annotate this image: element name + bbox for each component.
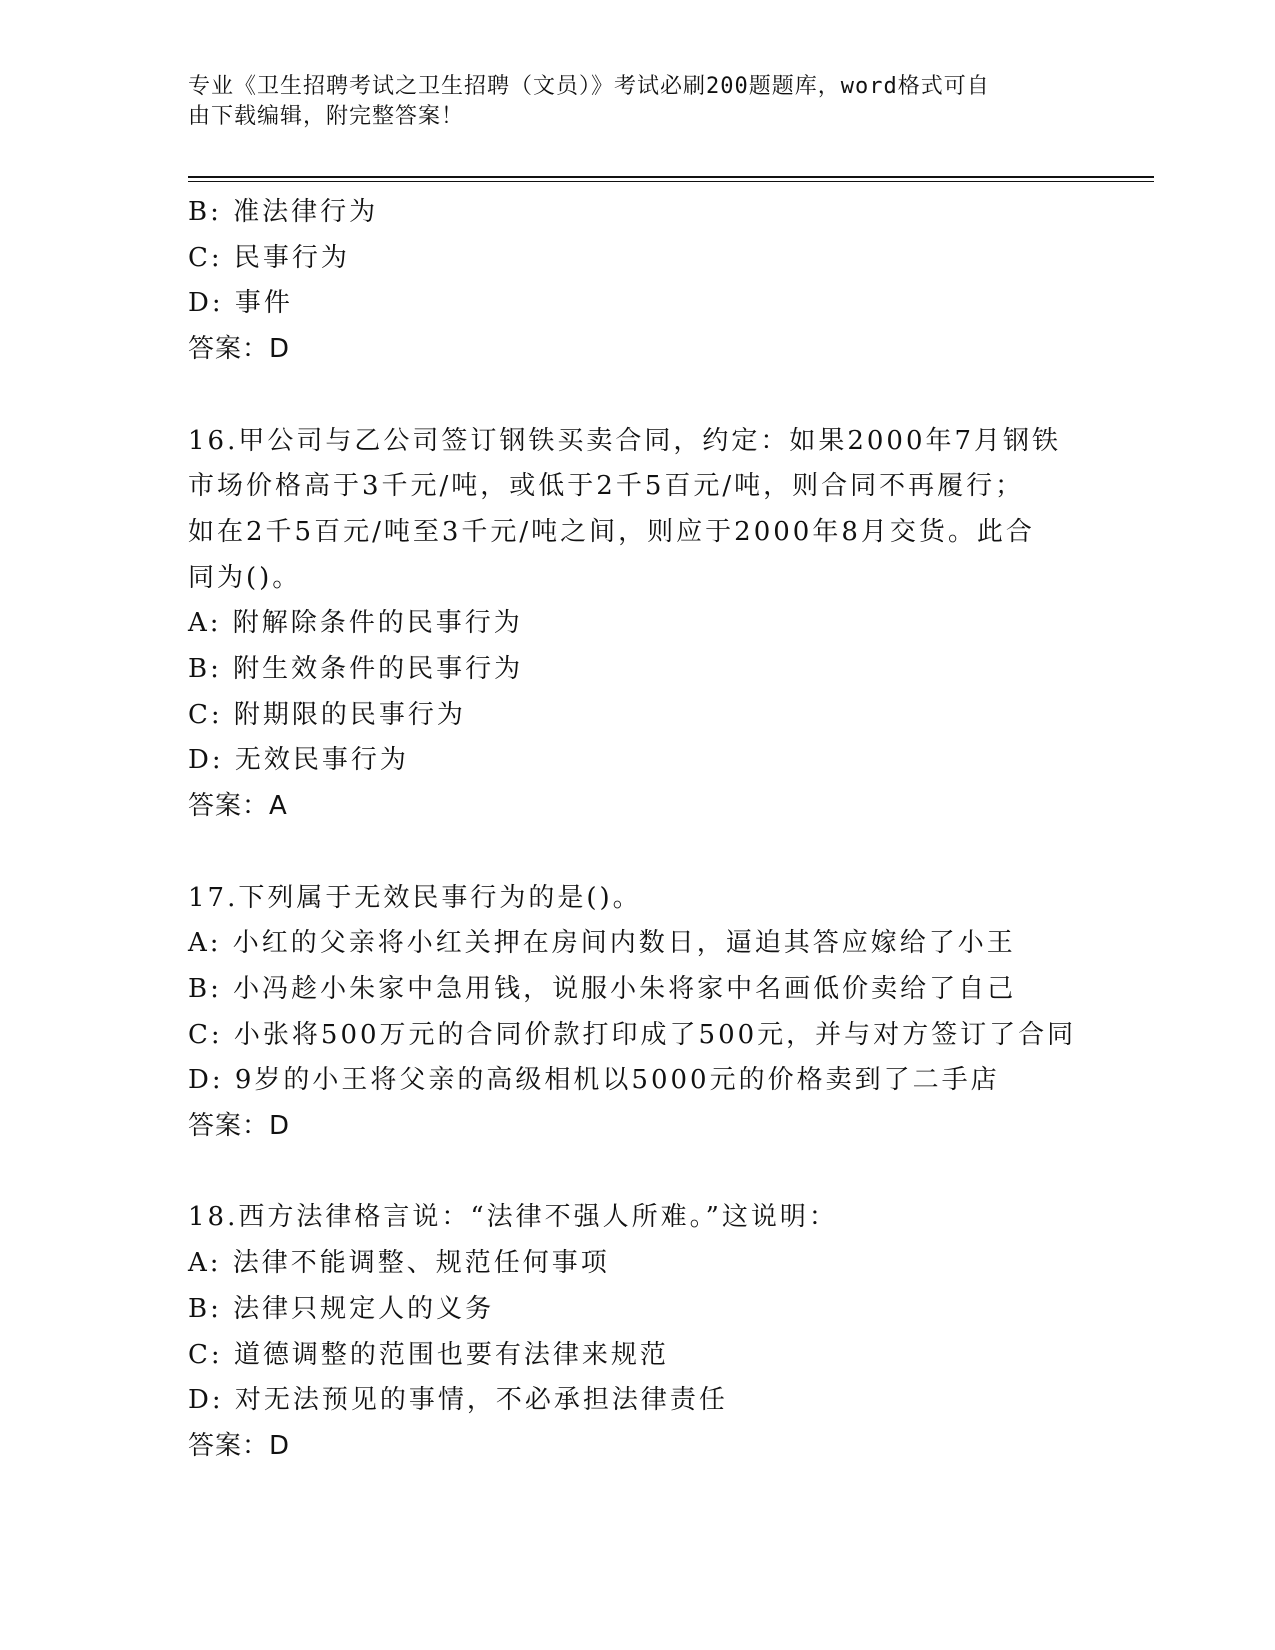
answer-line: 答案：D xyxy=(188,1430,291,1461)
header-line-1: 专业《卫生招聘考试之卫生招聘（文员）》考试必刷200题题库，word格式可自 xyxy=(188,74,990,99)
option-c: C: 附期限的民事行为 xyxy=(188,699,466,730)
option-d: D: 对无法预见的事情，不必承担法律责任 xyxy=(188,1385,728,1416)
spacer xyxy=(188,830,1088,876)
question-stem-line: 如在2千5百元/吨至3千元/吨之间，则应于2000年8月交货。此合 xyxy=(188,516,1035,547)
header-divider-thick xyxy=(188,176,1154,178)
document-header xyxy=(188,72,1068,132)
option-b: B: 法律只规定人的义务 xyxy=(188,1293,495,1324)
option-a: A: 法律不能调整、规范任何事项 xyxy=(188,1248,610,1279)
question-17 xyxy=(188,876,1088,1150)
question-stem-line: 18.西方法律格言说：“法律不强人所难。”这说明： xyxy=(188,1202,838,1233)
question-stem-line: 17.下列属于无效民事行为的是()。 xyxy=(188,882,642,913)
option-d: D: 事件 xyxy=(188,288,293,319)
option-c: C: 小张将500万元的合同价款打印成了500元，并与对方签订了合同 xyxy=(188,1019,1077,1050)
question-list xyxy=(188,190,1088,1470)
option-d: D: 9岁的小王将父亲的高级相机以5000元的价格卖到了二手店 xyxy=(188,1065,1000,1096)
option-b: B: 附生效条件的民事行为 xyxy=(188,654,524,685)
answer-line: 答案：D xyxy=(188,1111,291,1142)
option-b: B: 小冯趁小朱家中急用钱，说服小朱将家中名画低价卖给了自己 xyxy=(188,973,1017,1004)
answer-line: 答案：A xyxy=(188,791,288,822)
question-stem-line: 同为()。 xyxy=(188,562,302,593)
option-b: B: 准法律行为 xyxy=(188,197,379,227)
option-c: C: 道德调整的范围也要有法律来规范 xyxy=(188,1339,669,1370)
option-c: C: 民事行为 xyxy=(188,242,350,273)
question-18 xyxy=(188,1195,1088,1469)
header-divider-thin xyxy=(188,181,1154,182)
option-d: D: 无效民事行为 xyxy=(188,745,409,776)
question-16 xyxy=(188,419,1088,830)
spacer xyxy=(188,1150,1088,1196)
option-a: A: 附解除条件的民事行为 xyxy=(188,608,523,639)
question-stem-line: 市场价格高于3千元/吨，或低于2千5百元/吨，则合同不再履行； xyxy=(188,471,1025,502)
spacer xyxy=(188,373,1088,419)
option-a: A: 小红的父亲将小红关押在房间内数日，逼迫其答应嫁给了小王 xyxy=(188,928,1016,959)
question-stem-line: 16.甲公司与乙公司签订钢铁买卖合同，约定：如果2000年7月钢铁 xyxy=(188,425,1062,456)
header-line-2: 由下载编辑，附完整答案！ xyxy=(188,104,465,129)
answer-line: 答案：D xyxy=(188,334,291,365)
question-15-continued xyxy=(188,190,1088,373)
